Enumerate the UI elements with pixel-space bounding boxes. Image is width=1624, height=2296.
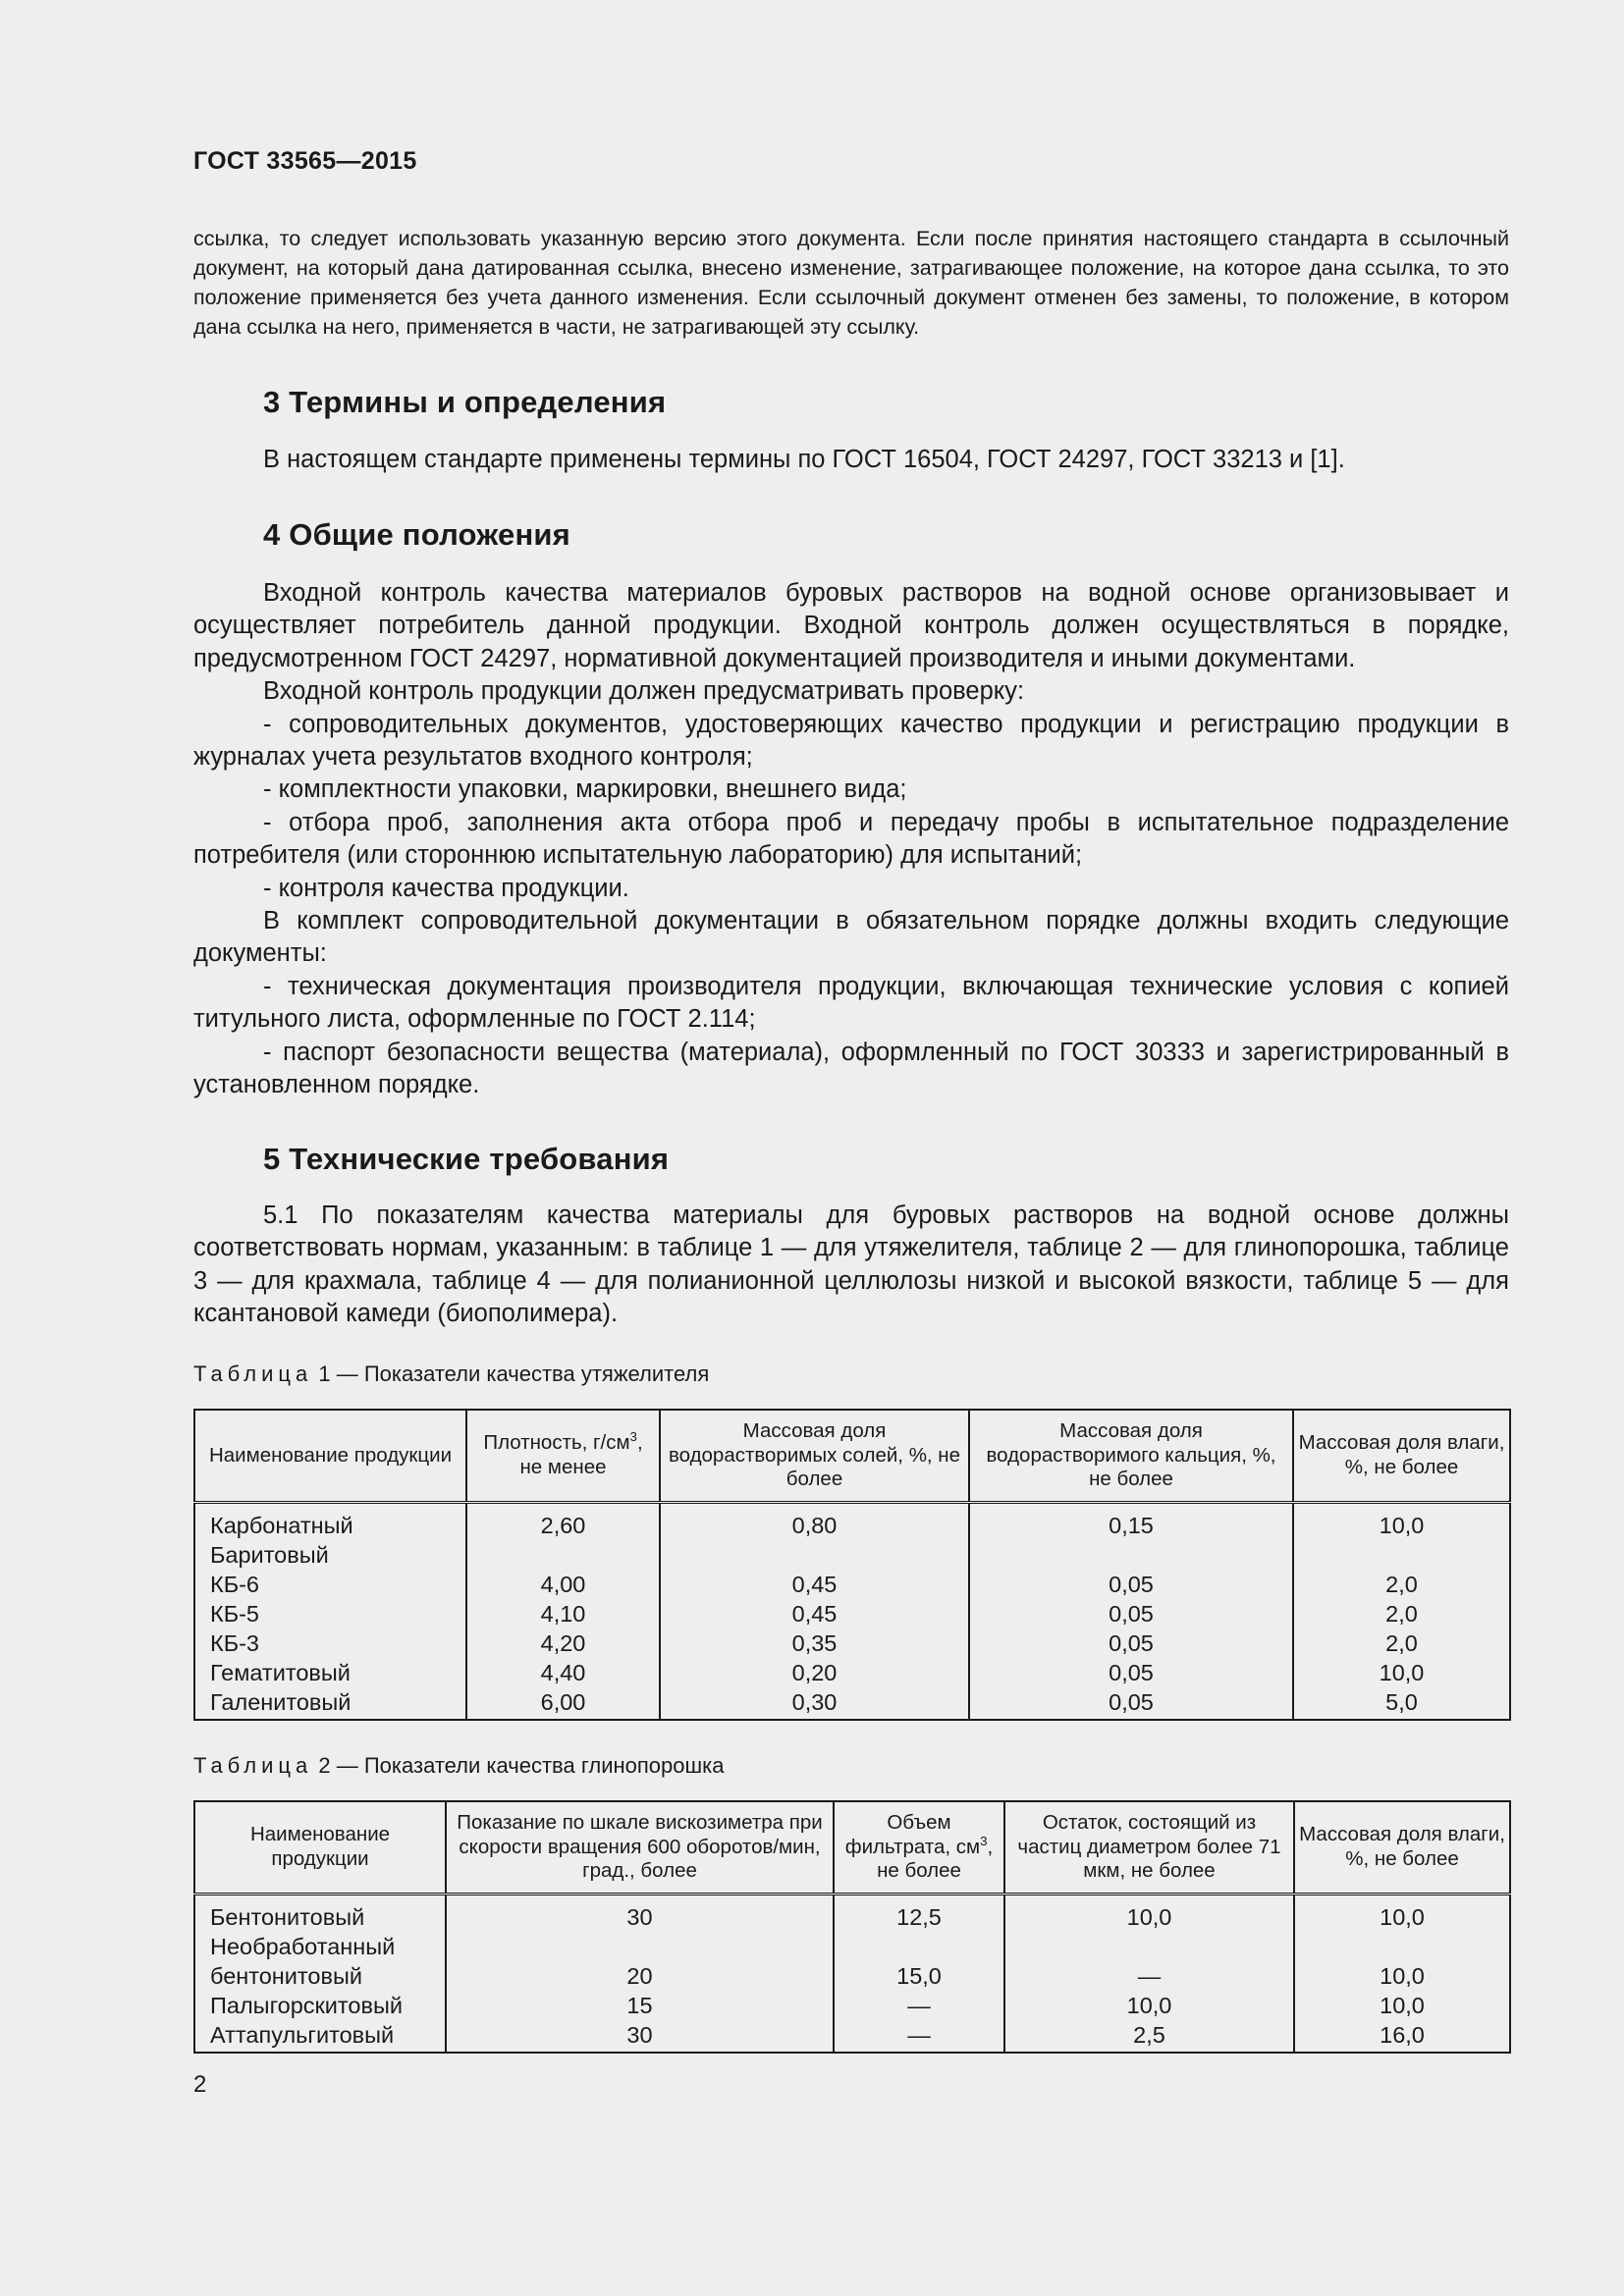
table-row: Галенитовый 6,00 0,30 0,05 5,0 <box>194 1687 1510 1720</box>
page-number: 2 <box>193 2071 207 2098</box>
table-1 <box>193 1409 1511 1721</box>
table-row: КБ-6 4,00 0,45 0,05 2,0 <box>194 1570 1510 1599</box>
section-5-body <box>193 1200 1509 1331</box>
table-1-caption-label: Таблица <box>193 1362 313 1386</box>
table-row: Гематитовый 4,40 0,20 0,05 10,0 <box>194 1658 1510 1687</box>
table-2-header: Остаток, состоящий из частиц диаметром более 71 мкм, не более <box>1004 1801 1294 1894</box>
section-4-paragraph: Входной контроль качества материалов буровых растворов на водной основе организовывает и осуществляет потребитель данной продукции. Входной контроль должен осуществляться в порядке, предусмотренном ГОСТ 24297, нормативной документацией производителя и иными документами. <box>193 579 1509 672</box>
table-row: Баритовый <box>194 1540 1510 1570</box>
table-1-header: Массовая доля влаги, %, не более <box>1293 1410 1510 1502</box>
table-2-header: Объем фильтрата, $см^3$, не более <box>834 1801 1004 1894</box>
table-1-header: Плотность, $г/см^3$, не менее <box>466 1410 660 1502</box>
table-1-header: Массовая доля водорастворимых солей, %, не более <box>660 1410 969 1502</box>
intro-paragraph <box>193 224 1509 342</box>
table-2-caption-text: 2 — Показатели качества глинопорошка <box>318 1753 725 1778</box>
table-1-header-row <box>194 1410 1510 1502</box>
table-2 <box>193 1800 1511 2054</box>
table-2-caption <box>193 1753 725 1779</box>
table-2-header: Наименование продукции <box>194 1801 446 1894</box>
section-4-list-item: - паспорт безопасности вещества (материала), оформленный по ГОСТ 30333 и зарегистрированный в установленном порядке. <box>193 1038 1509 1099</box>
section-3-text: В настоящем стандарте применены термины по ГОСТ 16504, ГОСТ 24297, ГОСТ 33213 и [1]. <box>263 446 1345 473</box>
table-2-header: Показание по шкале вискозиметра при скорости вращения 600 оборотов/мин, град., более <box>446 1801 834 1894</box>
section-5-text: 5.1 По показателям качества материалы для буровых растворов на водной основе должны соответствовать нормам, указанным: в таблице 1 — для утяжелителя, таблице 2 — для глинопорошка, таблице 3 — для крахмала, таблице 4 — для полианионной целлюлозы низкой и высокой вязкости, таблице 5 — для ксантановой камеди (биополимера). <box>193 1201 1509 1328</box>
section-4-list-item: - отбора проб, заполнения акта отбора проб и передачу пробы в испытательное подразделение потребителя (или стороннюю испытательную лабораторию) для испытаний; <box>193 808 1509 870</box>
table-row: Палыгорскитовый 15 — 10,0 10,0 <box>194 1991 1510 2020</box>
section-4-title: 4 Общие положения <box>263 517 570 552</box>
table-row: Необработанный <box>194 1932 1510 1961</box>
section-5-title: 5 Технические требования <box>263 1142 670 1176</box>
table-1-header: Массовая доля водорастворимого кальция, %, не более <box>969 1410 1293 1502</box>
table-row: Аттапульгитовый 30 — 2,5 16,0 <box>194 2020 1510 2053</box>
table-row: Бентонитовый 30 12,5 10,0 10,0 <box>194 1894 1510 1932</box>
table-1-caption-text: 1 — Показатели качества утяжелителя <box>318 1362 710 1386</box>
section-4-list-item: - комплектности упаковки, маркировки, внешнего вида; <box>263 775 907 804</box>
section-3-body <box>193 444 1509 476</box>
section-4-list-item: - техническая документация производителя продукции, включающая технические условия с копией титульного листа, оформленные по ГОСТ 2.114; <box>193 972 1509 1034</box>
section-4-paragraph: В комплект сопроводительной документации в обязательном порядке должны входить следующие документы: <box>193 907 1509 968</box>
intro-text: ссылка, то следует использовать указанную версию этого документа. Если после принятия настоящего стандарта в ссылочный документ, на который дана датированная ссылка, внесено изменение, затрагивающее положение, на которое дана ссылка, то это положение применяется без учета данного изменения. Если ссылочный документ отменен без замены, то положение, в котором дана ссылка на него, применяется в части, не затрагивающей эту ссылку. <box>193 227 1509 339</box>
table-row: Карбонатный 2,60 0,80 0,15 10,0 <box>194 1502 1510 1540</box>
table-2-caption-label: Таблица <box>193 1753 313 1778</box>
table-row: КБ-5 4,10 0,45 0,05 2,0 <box>194 1599 1510 1629</box>
table-2-header-row <box>194 1801 1510 1894</box>
section-4-list-item: - контроля качества продукции. <box>263 874 629 902</box>
table-1-caption <box>193 1362 709 1387</box>
section-4-paragraph: Входной контроль продукции должен предусматривать проверку: <box>263 677 1025 706</box>
document-header: ГОСТ 33565—2015 <box>193 147 417 175</box>
section-4-list-item: - сопроводительных документов, удостоверяющих качество продукции и регистрацию продукции в журналах учета результатов входного контроля; <box>193 710 1509 772</box>
table-1-header: Наименование продукции <box>194 1410 466 1502</box>
table-row: бентонитовый 20 15,0 — 10,0 <box>194 1961 1510 1991</box>
table-row: КБ-3 4,20 0,35 0,05 2,0 <box>194 1629 1510 1658</box>
table-2-header: Массовая доля влаги, %, не более <box>1294 1801 1510 1894</box>
section-4-body <box>193 577 1509 1102</box>
section-3-title: 3 Термины и определения <box>263 385 667 419</box>
